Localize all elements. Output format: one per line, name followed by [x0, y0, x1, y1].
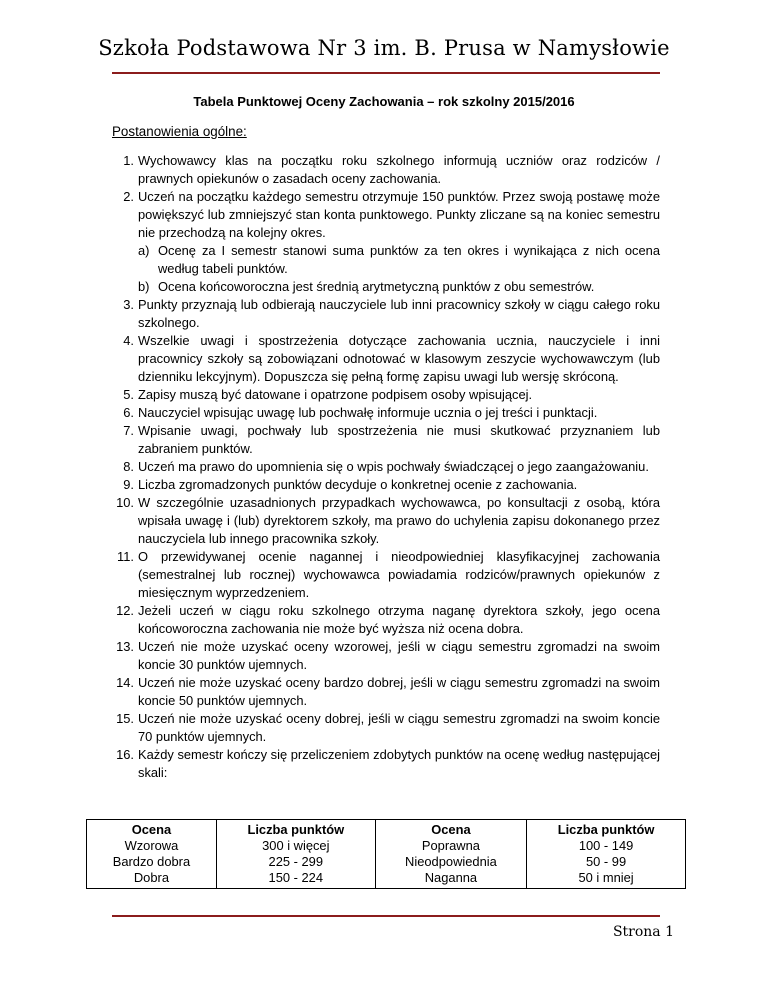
list-item-text: Punkty przyznają lub odbierają nauczyciele lub inni pracownicy szkoły w ciągu całego roku szkolnego. — [138, 297, 660, 330]
header-divider — [112, 72, 660, 74]
list-item — [112, 710, 660, 746]
list-item-number: 4. — [123, 333, 134, 348]
grade-table-header: Ocena — [375, 820, 526, 839]
list-item-number: 8. — [123, 459, 134, 474]
list-item-text: W szczególnie uzasadnionych przypadkach wychowawca, po konsultacji z osobą, która wpisała uwagę i (lub) dyrektorem szkoły, ma prawo do uchylenia zapisu dokonanego przez nauczyciela lub innego pracownika szkoły. — [138, 495, 660, 546]
rules-list — [112, 152, 660, 782]
grade-table — [86, 819, 686, 889]
list-item-number: 11. — [117, 549, 134, 564]
list-item — [112, 638, 660, 674]
grade-name: Bardzo dobra — [112, 854, 191, 869]
points-range: 225 - 299 — [268, 854, 324, 869]
list-item-number: 13. — [116, 639, 134, 654]
points-range: 300 i więcej — [262, 838, 330, 853]
list-item — [112, 674, 660, 710]
grade-table-header: Liczba punktów — [527, 820, 686, 839]
grade-name: Wzorowa — [124, 838, 179, 853]
list-item-number: 12. — [116, 603, 134, 618]
grade-name: Nieodpowiednia — [405, 854, 497, 869]
list-item-text: O przewidywanej ocenie nagannej i nieodpowiedniej klasyfikacyjnej zachowania (semestralnej lub rocznej) wychowawca powiadamia rodziców/prawnych opiekunów z miesięcznym wyprzedzeniem. — [138, 549, 660, 600]
list-item — [112, 548, 660, 602]
list-item-text: Liczba zgromadzonych punktów decyduje o konkretnej ocenie z zachowania. — [138, 477, 578, 492]
list-item-text: Uczeń ma prawo do upomnienia się o wpis pochwały świadczącej o jego zaangażowaniu. — [138, 459, 649, 474]
list-item-number: 14. — [116, 675, 134, 690]
list-item-number: 16. — [116, 747, 134, 762]
list-item-number: 1. — [123, 153, 134, 168]
list-item-text: Wychowawcy klas na początku roku szkolnego informują uczniów oraz rodziców / prawnych opiekunów o zasadach oceny zachowania. — [138, 153, 660, 186]
list-item — [112, 422, 660, 458]
grade-table-cell — [527, 838, 686, 889]
list-item-number: 7. — [123, 423, 134, 438]
list-item-text: Nauczyciel wpisując uwagę lub pochwałę informuje ucznia o jej treści i punktacji. — [138, 405, 598, 420]
section-title: Postanowienia ogólne: — [112, 124, 247, 139]
list-item-text: Uczeń nie może uzyskać oceny wzorowej, jeśli w ciągu semestru zgromadzi na swoim koncie 30 punktów ujemnych. — [138, 639, 660, 672]
list-item — [112, 476, 660, 494]
page-header-school-name: Szkoła Podstawowa Nr 3 im. B. Prusa w Namysłowie — [98, 36, 670, 60]
list-item-number: 9. — [123, 477, 134, 492]
list-item-text: Ocenę za I semestr stanowi suma punktów za ten okres i wynikająca z nich ocena według tabeli punktów. — [158, 243, 660, 276]
points-range: 50 i mniej — [578, 870, 634, 885]
grade-table-header-row — [87, 820, 686, 839]
list-item — [112, 458, 660, 476]
list-item-text: Jeżeli uczeń w ciągu roku szkolnego otrzyma naganę dyrektora szkoły, jego ocena końcoworoczna zachowania nie może być wyższa niż ocena dobra. — [138, 603, 660, 636]
grade-name: Naganna — [424, 870, 478, 885]
list-item-text: Każdy semestr kończy się przeliczeniem zdobytych punktów na ocenę według następującej skali: — [138, 747, 660, 780]
list-item-number: 6. — [123, 405, 134, 420]
list-item-number: 10. — [116, 495, 134, 510]
list-item-number: 2. — [123, 189, 134, 204]
points-range: 150 - 224 — [268, 870, 324, 885]
list-item — [112, 494, 660, 548]
list-item-text: Ocena końcoworoczna jest średnią arytmetyczną punktów z obu semestrów. — [158, 279, 595, 294]
list-item-text: Wpisanie uwagi, pochwały lub spostrzeżenia nie musi skutkować przyznaniem lub zabraniem punktów. — [138, 423, 660, 456]
grade-table-row — [87, 838, 686, 889]
list-item-text: Uczeń nie może uzyskać oceny bardzo dobrej, jeśli w ciągu semestru zgromadzi na swoim koncie 50 punktów ujemnych. — [138, 675, 660, 708]
points-range: 50 - 99 — [585, 854, 627, 869]
list-item-text: Uczeń na początku każdego semestru otrzymuje 150 punktów. Przez swoją postawę może powiększyć lub zmniejszyć stan konta punktowego. Punkty zliczane są na koniec semestru nie przechodzą na kolejny okres. — [138, 189, 660, 240]
grade-table-cell — [375, 838, 526, 889]
list-item — [112, 332, 660, 386]
list-item-number: 3. — [123, 297, 134, 312]
list-item-number: 15. — [116, 711, 134, 726]
grade-table-header: Ocena — [87, 820, 217, 839]
list-item — [112, 602, 660, 638]
grade-table-cell — [216, 838, 375, 889]
footer-divider — [112, 915, 660, 917]
list-item-number: a) — [138, 243, 150, 258]
list-item-text: Zapisy muszą być datowane i opatrzone podpisem osoby wpisującej. — [138, 387, 533, 402]
list-subitem — [138, 278, 660, 296]
grade-name: Poprawna — [421, 838, 480, 853]
list-item — [112, 386, 660, 404]
grade-table-cell — [87, 838, 217, 889]
document-title: Tabela Punktowej Oceny Zachowania – rok szkolny 2015/2016 — [193, 94, 575, 109]
page-number: Strona 1 — [612, 924, 674, 940]
grade-table-header: Liczba punktów — [216, 820, 375, 839]
list-item — [112, 188, 660, 242]
list-item-text: Wszelkie uwagi i spostrzeżenia dotyczące zachowania ucznia, nauczyciele i inni pracownicy szkoły są zobowiązani odnotować w klasowym zeszycie wychowawczym (lub dzienniku lekcyjnym). Dopuszcza się pełną formę zapisu uwagi lub wersję skróconą. — [138, 333, 660, 384]
list-item-number: 5. — [123, 387, 134, 402]
list-item — [112, 296, 660, 332]
list-subitem — [138, 242, 660, 278]
list-item — [112, 404, 660, 422]
points-range: 100 - 149 — [578, 838, 634, 853]
list-item-text: Uczeń nie może uzyskać oceny dobrej, jeśli w ciągu semestru zgromadzi na swoim koncie 70 punktów ujemnych. — [138, 711, 660, 744]
list-item-number: b) — [138, 279, 150, 294]
grade-name: Dobra — [133, 870, 169, 885]
list-item — [112, 152, 660, 188]
list-item — [112, 746, 660, 782]
